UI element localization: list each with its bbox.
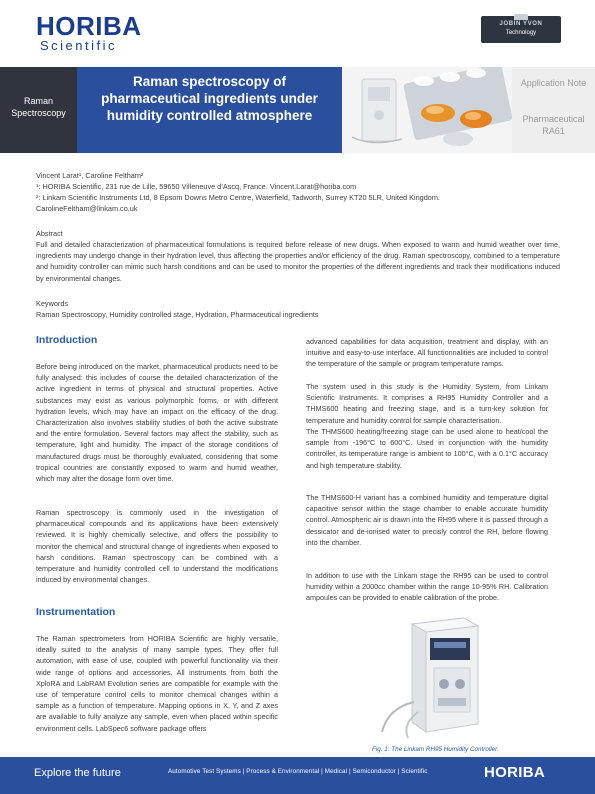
title-panel bbox=[77, 67, 342, 153]
right-paragraph-5: In addition to use with the Linkam stage the RH95 can be used to control humidity within a 2000cc chamber within the range 10-95% RH. Calibration ampoules can be provided to enable calibration of the probe. bbox=[306, 571, 548, 603]
affiliation-2-email: CarolineFeltham@linkam.co.uk bbox=[36, 204, 138, 213]
abstract-label: Abstract bbox=[36, 229, 63, 238]
category-label: Raman Spectroscopy bbox=[11, 96, 66, 118]
affiliation-2: ²: Linkam Scientific Instruments Ltd, 8 Epsom Downs Metro Centre, Waterfield, Tadworth, Surrey KT20 5LR, United Kingdom. bbox=[36, 193, 440, 202]
humidity-controller-illustration bbox=[368, 612, 498, 742]
keywords-label: Keywords bbox=[36, 299, 69, 308]
right-paragraph-4: The THMS600-H variant has a combined humidity and temperature digital capacitive sensor within the stage chamber to enable accurate humidity control. Atmospheric air is drawn into the RH95 where it is passed through a dessicator and de-ionised water to precisly control the RH, before flowing into the chamber. bbox=[306, 493, 548, 547]
keywords-text: Raman Spectroscopy, Humidity controlled stage, Hydration, Pharmaceutical ingredients bbox=[36, 310, 319, 319]
document-title: Raman spectroscopy of pharmaceutical ingredients under humidity controlled atmosphere bbox=[101, 74, 318, 123]
affiliation-1: ¹: HORIBA Scientific, 231 rue de Lille, 59650 Villeneuve d’Ascq, France. Vincent.Larat@horiba.com bbox=[36, 182, 357, 191]
instrumentation-paragraph-1: The Raman spectrometers from HORIBA Scientific are highly versatile, ideally suited to the analysis of many sample types. They offer full automation, with ease of use, coupled with powerful functionality via their wide range of options and accessories. All instruments from both the XploRA and LabRAM Evolution series are compatible for example with the use of temperature control cells to monitor chemical changes within a sample as a function of temperature. Mapping options in X, Y, and Z axes are available to fully analyze any sample, even when placed within specific environment cells. LabSpec6 software package offers bbox=[36, 634, 278, 733]
right-paragraph-2: The system used in this study is the Humidity System, from Linkam Scientific Instruments. It comprises a RH95 Humidity Controller and a THMS600 heating and freezing stage, and is a turn-key solution for temperature and humidity control for sample characterisation. bbox=[306, 382, 548, 425]
right-paragraph-3: The THMS600 heating/freezing stage can be used alone to heat/cool the sample from -196°C to 600°C. Used in conjunction with the humidity controller, its temperature range is ambient to 100°C, with a 0.1°C accuracy and high temperature stability. bbox=[306, 427, 548, 470]
jobin-yvon-badge bbox=[481, 16, 561, 43]
introduction-heading: Introduction bbox=[36, 334, 98, 346]
category-panel bbox=[0, 67, 77, 153]
figure-caption: Fig. 1: The Linkam RH95 Humidity Controller. bbox=[372, 746, 499, 753]
humidity-controller-photo bbox=[368, 612, 498, 742]
footer-navigation: Automotive Test Systems | Process & Environmental | Medical | Semiconductor | Scientific bbox=[168, 768, 428, 775]
author-names: Vincent Larat¹, Caroline Feltham² bbox=[36, 171, 144, 180]
device-and-pills-illustration bbox=[342, 67, 512, 153]
horiba-logo: HORIBA bbox=[36, 11, 142, 41]
application-note-panel bbox=[512, 67, 595, 153]
introduction-paragraph-2: Raman spectroscopy is commonly used in the investigation of pharmaceutical compounds and its applications have been extensively reviewed. It is highly chemically selective, and offers the possibility to monitor the chemical and structural change of ingredients when exposed to harsh conditions. Raman spectroscopy can be combined with a temperature and humidity controlled cell to understand the modifications induced by environmental changes. bbox=[36, 508, 278, 585]
horiba-logo-subtitle: Scientific bbox=[40, 38, 118, 53]
header-photo bbox=[342, 67, 512, 153]
introduction-paragraph-1: Before being introduced on the market, pharmaceutical products need to be fully analysed: this includes of course the detailed characterization of the active ingredient in terms of physical and structural properties. Active substances may exist as various polymorphic forms, or with different hydration levels, which may have an impact on the efficacy of the drug. Characterization also involves stability studies of both the active substrate and the entire formulation. Several factors may affect the stability, such as temperature, light and humidity. The impact of the storage conditions of manufactured drugs must be thoroughly evaluated, considering that some tropical countries are constantly exposed to warm and humid weather, which may alter the dosage form over time. bbox=[36, 362, 278, 484]
badge-line-1: JOBIN YVON bbox=[499, 21, 543, 27]
abstract-text: Full and detailed characterization of pharmaceutical formulations is required before release of new drugs. When exposed to warm and humid weather over time, ingredients may undergo change in their hydration level, thus affecting the properties and/or efficiency of the drug. Raman spectroscopy, combined to a temperature and humidity controller can mimic such harsh conditions and can be used to monitor the properties of the different ingredients and track their modifications induced by environmental changes. bbox=[36, 240, 560, 283]
footer-tagline: Explore the future bbox=[34, 767, 121, 779]
right-paragraph-1: advanced capabilities for data acquisition, treatment and display, with an intuitive and easy-to-use interface. All functionnalities are included to control the temperature of the sample or program temperature ramps. bbox=[306, 337, 548, 369]
instrumentation-heading: Instrumentation bbox=[36, 606, 116, 618]
jobin-yvon-mark-icon bbox=[514, 14, 528, 20]
footer-horiba-logo: HORIBA bbox=[484, 764, 545, 781]
application-note-label: Application Note bbox=[520, 78, 587, 88]
badge-line-2: Technology bbox=[505, 30, 537, 36]
application-note-code: Pharmaceutical RA61 bbox=[522, 114, 585, 136]
